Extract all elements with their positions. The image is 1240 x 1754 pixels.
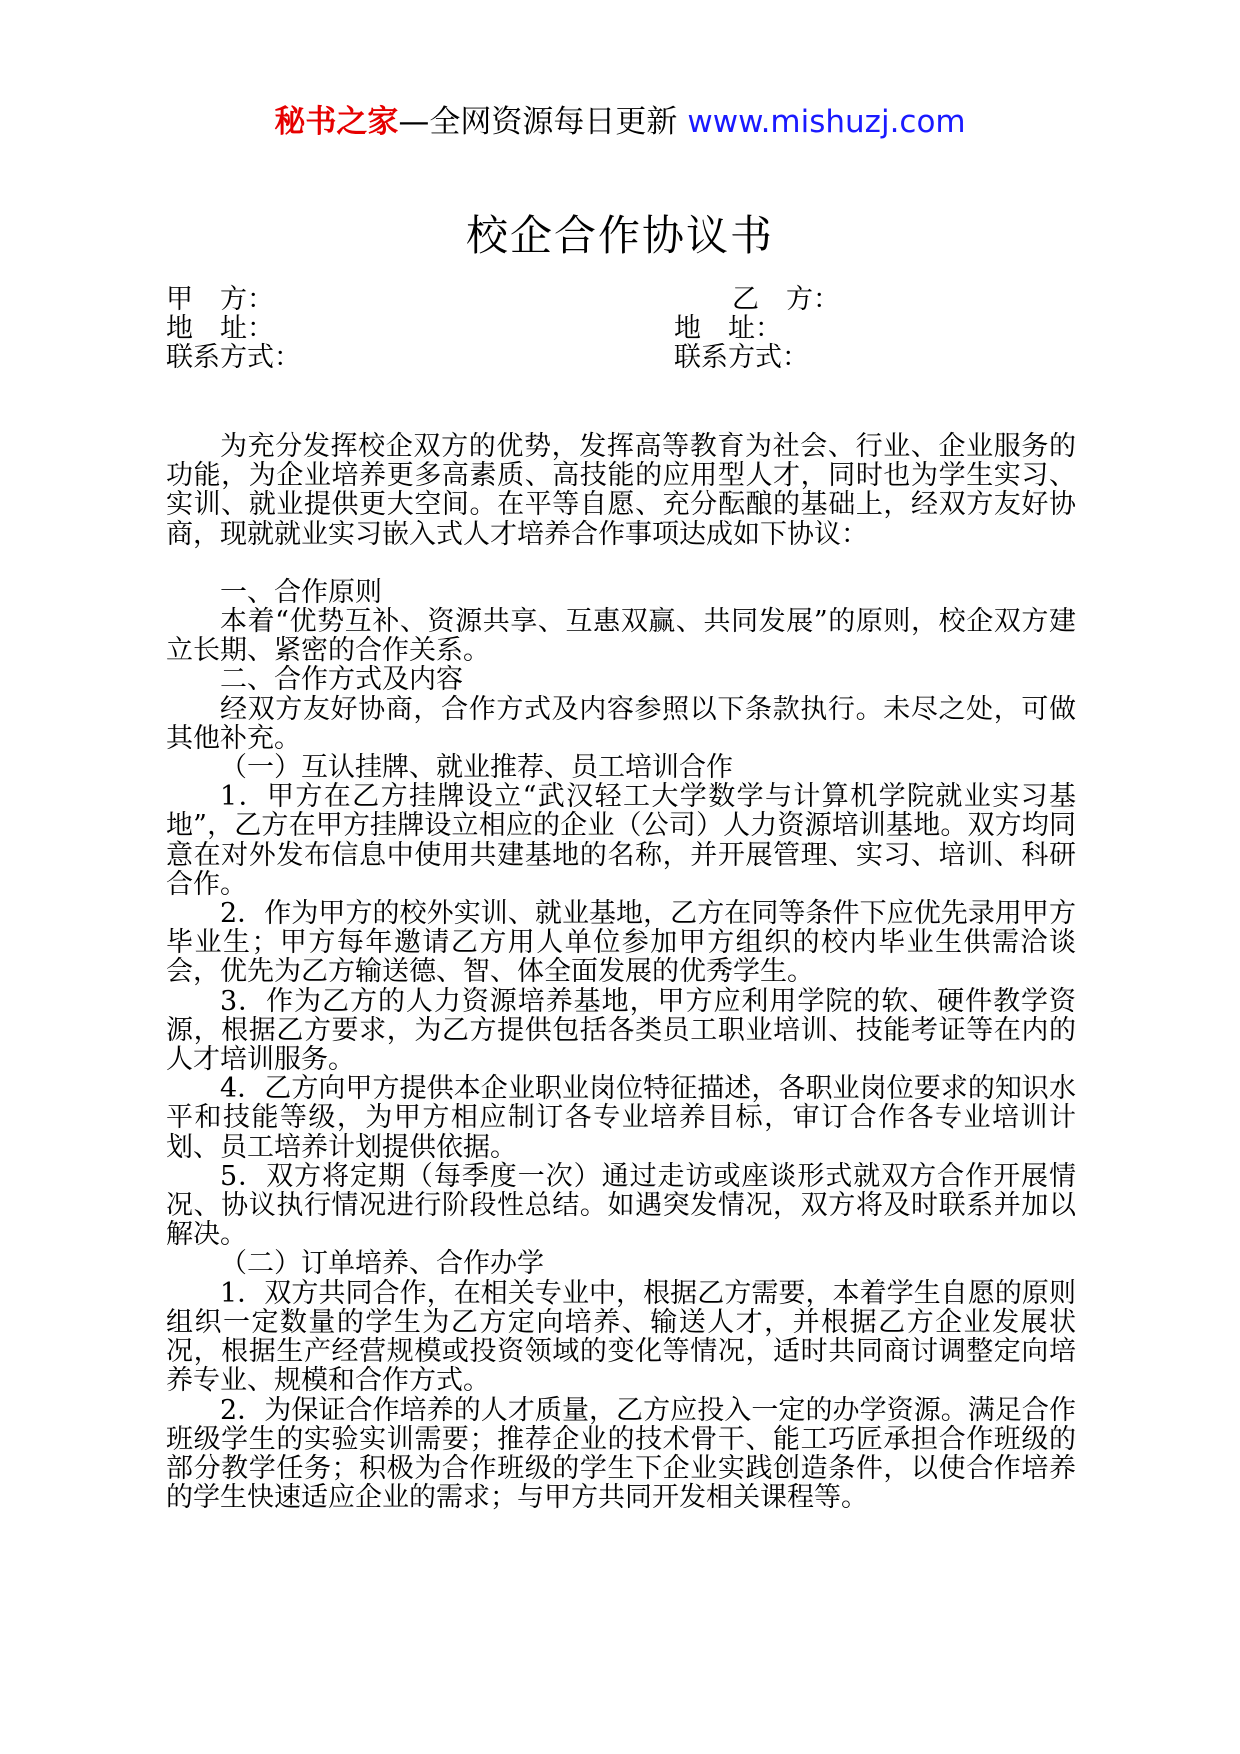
party-row-contact: [166, 343, 1076, 372]
subsection1-heading: （一）互认挂牌、就业推荐、员工培训合作: [220, 752, 733, 784]
section2-paragraph: 经双方友好协商，合作方式及内容参照以下条款执行。未尽之处，可做其他补充。: [166, 693, 1076, 754]
agreement-body: [166, 432, 1076, 1512]
party-a-contact-label: 联系方式：: [166, 342, 301, 373]
subsection1-item-4: 4．乙方向甲方提供本企业职业岗位特征描述，各职业岗位要求的知识水平和技能等级，为甲方相应制订各专业培养目标，审订合作各专业培训计划、员工培养计划提供依据。: [166, 1073, 1076, 1163]
party-row-name: [166, 285, 1076, 314]
party-a-address-label: 地 址：: [166, 313, 274, 344]
subsection2-item-1: 1．双方共同合作，在相关专业中，根据乙方需要，本着学生自愿的原则组织一定数量的学生为乙方定向培养、输送人才，并根据乙方企业发展状况，根据生产经营规模或投资领域的变化等情况，适时共同商讨调整定向培养专业、规模和合作方式。: [166, 1277, 1076, 1397]
subsection2-item-2: 2．为保证合作培养的人才质量，乙方应投入一定的办学资源。满足合作班级学生的实验实训需要；推荐企业的技术骨干、能工巧匠承担合作班级的部分教学任务；积极为合作班级的学生下企业实践创造条件，以使合作培养的学生快速适应企业的需求；与甲方共同开发相关课程等。: [166, 1394, 1076, 1514]
subsection2-heading: （二）订单培养、合作办学: [220, 1248, 544, 1280]
party-row-address: [166, 314, 1076, 343]
party-b-contact-label: 联系方式：: [674, 342, 809, 373]
subsection1-item-5: 5．双方将定期（每季度一次）通过走访或座谈形式就双方合作开展情况、协议执行情况进行阶段性总结。如遇突发情况，双方将及时联系并加以解决。: [166, 1160, 1076, 1251]
party-info-block: [166, 285, 1076, 372]
section1-paragraph: 本着“优势互补、资源共享、互惠双赢、共同发展”的原则，校企双方建立长期、紧密的合作关系。: [166, 606, 1076, 667]
banner-brand: 秘书之家: [274, 104, 399, 140]
party-a-label: 甲 方：: [166, 284, 274, 315]
banner-url-link[interactable]: www.mishuzj.com: [687, 104, 966, 140]
subsection1-item-1: 1．甲方在乙方挂牌设立“武汉轻工大学数学与计算机学院就业实习基地”，乙方在甲方挂牌设立相应的企业（公司）人力资源培训基地。双方均同意在对外发布信息中使用共建基地的名称，并开展管理、实习、培训、科研合作。: [166, 781, 1076, 900]
party-b-label: 乙 方：: [732, 284, 840, 315]
document-title: 校企合作协议书: [465, 211, 774, 260]
party-b-address-label: 地 址：: [674, 313, 782, 344]
subsection1-item-2: 2．作为甲方的校外实训、就业基地，乙方在同等条件下应优先录用甲方毕业生；甲方每年邀请乙方用人单位参加甲方组织的校内毕业生供需洽谈会，优先为乙方输送德、智、体全面发展的优秀学生。: [166, 898, 1076, 988]
section2-heading: 二、合作方式及内容: [220, 664, 463, 696]
banner-tagline: —全网资源每日更新: [398, 104, 678, 140]
site-banner: [0, 100, 1240, 144]
intro-paragraph: 为充分发挥校企双方的优势，发挥高等教育为社会、行业、企业服务的功能，为企业培养更多高素质、高技能的应用型人才，同时也为学生实习、实训、就业提供更大空间。在平等自愿、充分酝酿的基础上，经双方友好协商，现就就业实习嵌入式人才培养合作事项达成如下协议：: [166, 431, 1076, 550]
section1-heading: 一、合作原则: [220, 576, 382, 608]
subsection1-item-3: 3．作为乙方的人力资源培养基地，甲方应利用学院的软、硬件教学资源，根据乙方要求，为乙方提供包括各类员工职业培训、技能考证等在内的人才培训服务。: [166, 985, 1076, 1076]
